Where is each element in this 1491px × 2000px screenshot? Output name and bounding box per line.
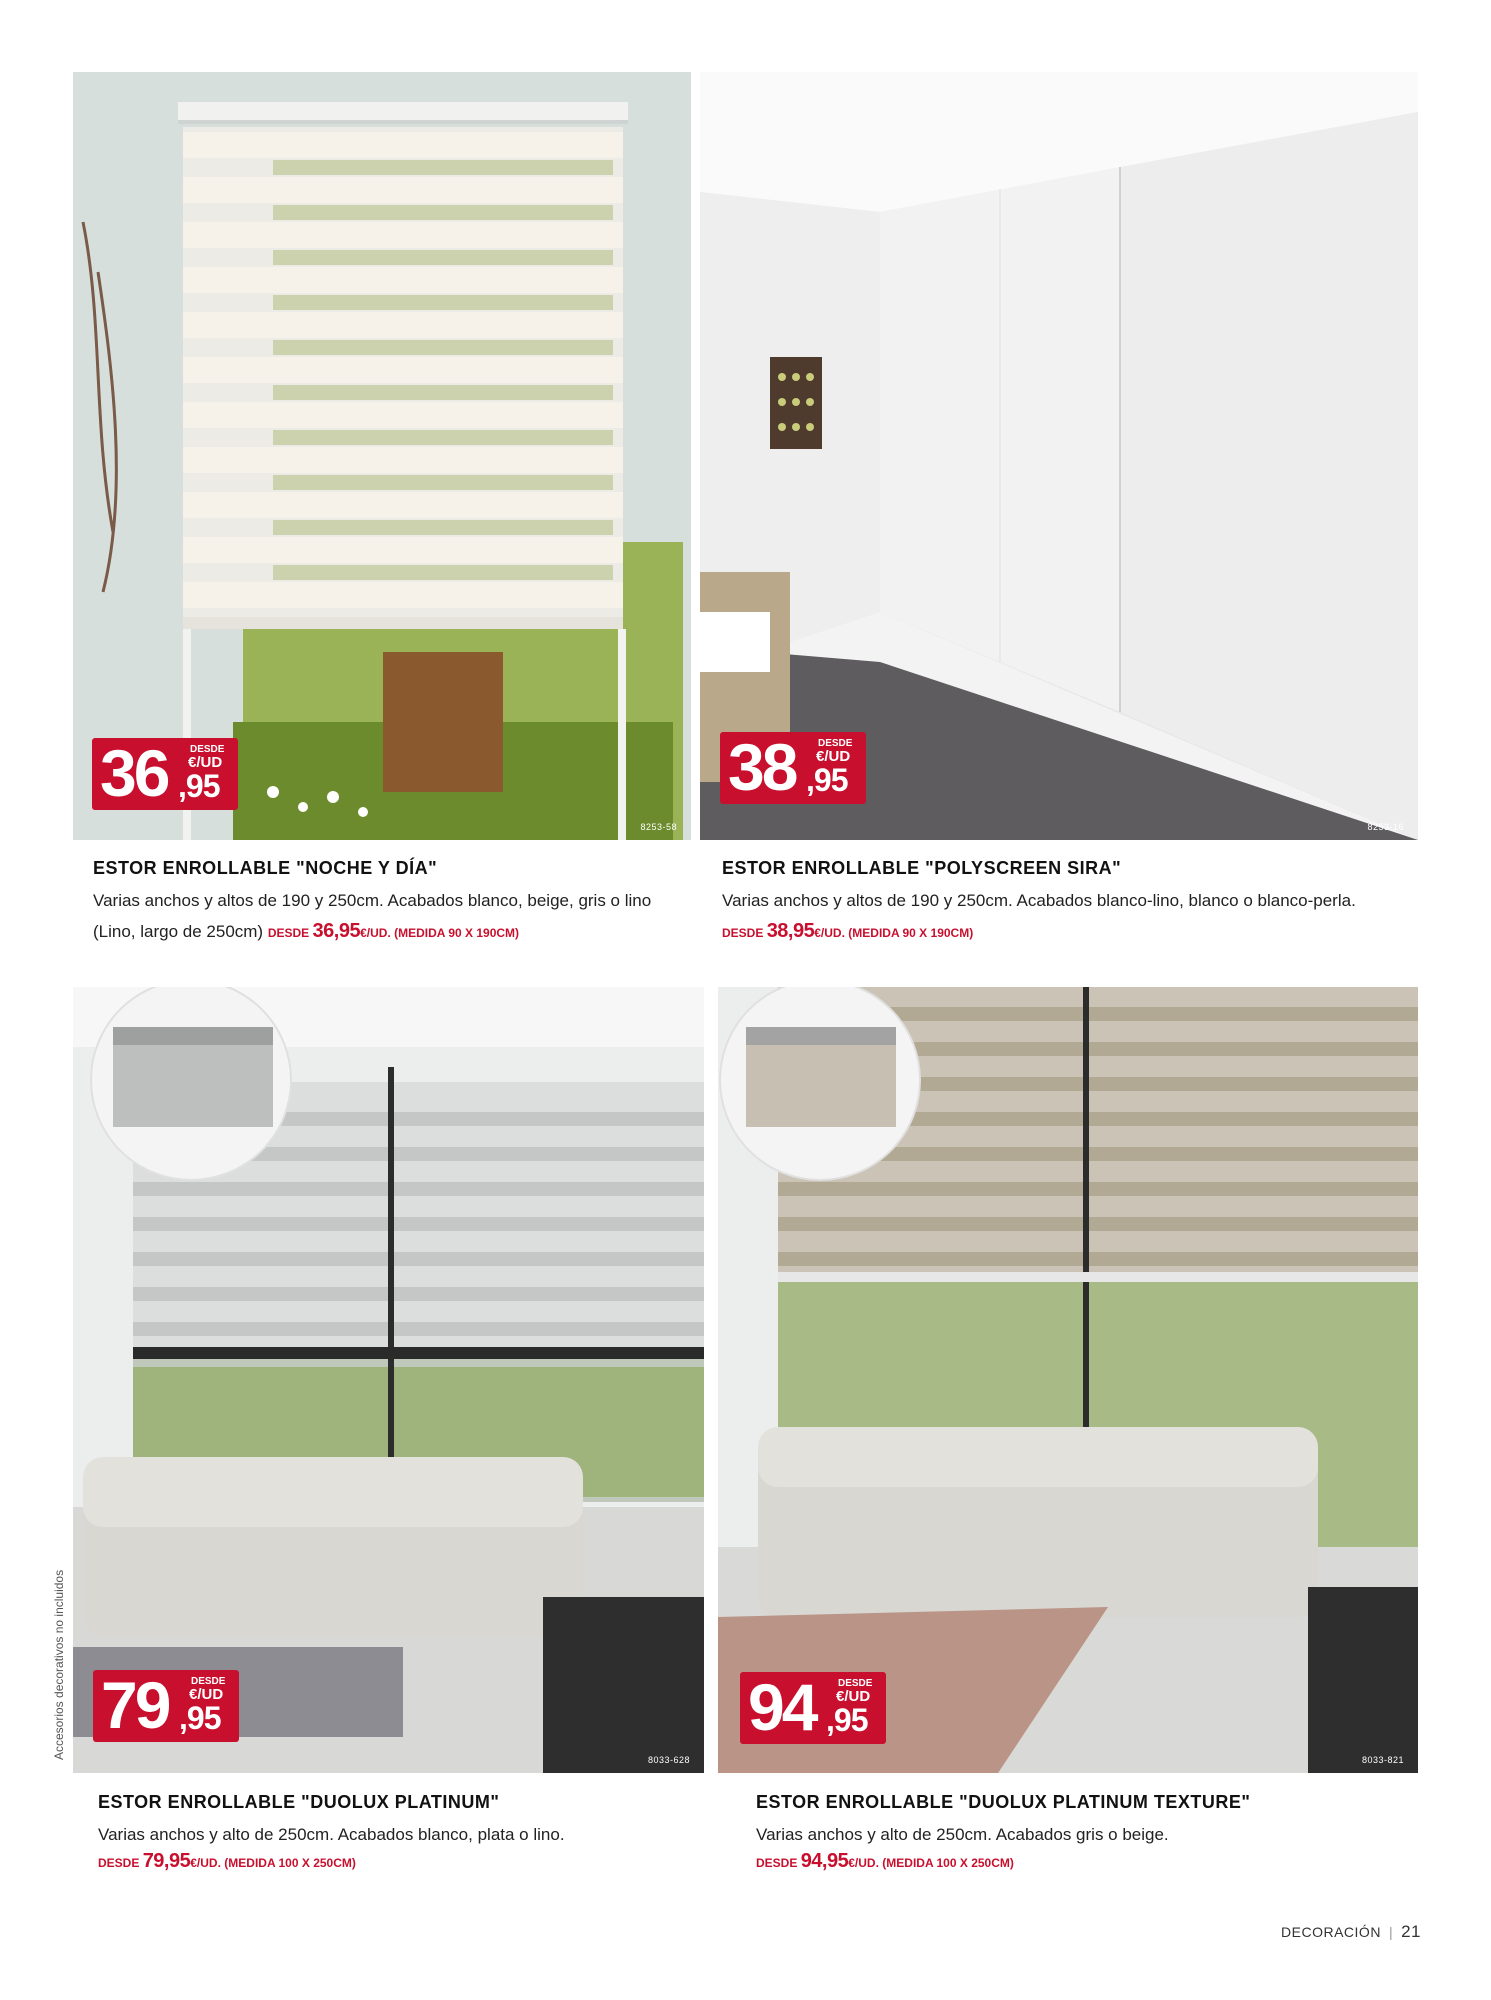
price-tag-unit: €/UD: [816, 748, 851, 765]
price-medida: (MEDIDA 90 X 190CM): [848, 926, 974, 940]
product-ref-code: 8033-821: [1361, 1755, 1404, 1765]
product-photo-noche-y-dia: [73, 72, 691, 840]
price-tag: [93, 1670, 239, 1742]
price-unit: €/UD.: [360, 926, 391, 940]
price-unit: €/UD.: [848, 1856, 879, 1870]
price-tag-integer: 36: [100, 736, 168, 810]
product-ref-code: 8253-16: [1367, 822, 1404, 832]
price-value: 38,95: [766, 920, 815, 942]
living-room-illustration: [73, 987, 704, 1773]
price-desde: DESDE: [267, 926, 310, 940]
price-tag: [720, 732, 866, 804]
page-number: 21: [1401, 1922, 1421, 1941]
price-unit: €/UD.: [190, 1856, 221, 1870]
footer-section: DECORACIÓN: [1281, 1924, 1381, 1940]
price-tag-desde: DESDE: [190, 744, 225, 755]
price-tag-desde: DESDE: [191, 1676, 226, 1687]
page-footer: [1281, 1922, 1421, 1942]
price-tag-integer: 94: [748, 1670, 816, 1744]
product-photo-duolux-platinum-texture: [718, 987, 1418, 1773]
price-desde: DESDE: [98, 1856, 140, 1870]
product-info: [722, 858, 1382, 949]
product-photo-polyscreen-sira: [700, 72, 1418, 840]
price-tag-integer: 79: [101, 1668, 169, 1742]
price-tag: [740, 1672, 886, 1744]
price-tag-desde: DESDE: [838, 1678, 873, 1689]
price-tag: [92, 738, 238, 810]
price-tag-unit: €/UD: [188, 754, 223, 771]
room-illustration: [700, 72, 1418, 840]
footer-separator: |: [1388, 1924, 1394, 1940]
product-info: [756, 1792, 1406, 1873]
product-title: ESTOR ENROLLABLE "DUOLUX PLATINUM TEXTURE": [756, 1792, 1251, 1812]
product-description: [93, 885, 693, 949]
price-tag-integer: 38: [728, 730, 796, 804]
price-tag-unit: €/UD: [836, 1688, 871, 1705]
product-title: ESTOR ENROLLABLE "POLYSCREEN SIRA": [722, 858, 1122, 878]
product-desc-text: Varias anchos y alto de 250cm. Acabados blanco, plata o lino.: [98, 1825, 565, 1844]
price-desde: DESDE: [722, 926, 764, 940]
price-tag-decimal: ,95: [179, 1700, 221, 1736]
product-price-line: [98, 1850, 708, 1873]
price-desde: DESDE: [756, 1856, 798, 1870]
price-tag-decimal: ,95: [178, 768, 220, 804]
product-title: ESTOR ENROLLABLE "DUOLUX PLATINUM": [98, 1792, 500, 1812]
product-price-line: [756, 1850, 1406, 1873]
product-desc-text: Varias anchos y alto de 250cm. Acabados gris o beige.: [756, 1825, 1169, 1844]
price-medida: (MEDIDA 100 X 250CM): [882, 1856, 1014, 1870]
price-value: 79,95: [142, 1850, 191, 1872]
price-tag-unit: €/UD: [189, 1686, 224, 1703]
product-ref-code: 8033-628: [647, 1755, 690, 1765]
product-price-line: [267, 920, 520, 942]
product-price-line: [722, 920, 974, 942]
side-note: Accesorios decorativos no incluidos: [52, 1569, 66, 1760]
blind-illustration: [73, 72, 691, 840]
product-photo-duolux-platinum: [73, 987, 704, 1773]
price-unit: €/UD.: [814, 926, 845, 940]
price-value: 36,95: [312, 920, 361, 942]
product-desc-text: Varias anchos y altos de 190 y 250cm. Acabados blanco, beige, gris o lino (Lino, largo de 250cm): [93, 891, 652, 941]
product-info: [98, 1792, 708, 1873]
price-tag-decimal: ,95: [806, 762, 848, 798]
product-ref-code: 8253-58: [640, 822, 677, 832]
product-info: [93, 858, 693, 949]
product-desc-text: Varias anchos y altos de 190 y 250cm. Acabados blanco-lino, blanco o blanco-perla.: [722, 891, 1356, 910]
price-tag-desde: DESDE: [818, 738, 853, 749]
price-value: 94,95: [800, 1850, 849, 1872]
price-tag-decimal: ,95: [826, 1702, 868, 1738]
living-room-illustration: [718, 987, 1418, 1773]
price-medida: (MEDIDA 90 X 190CM): [394, 926, 520, 940]
product-title: ESTOR ENROLLABLE "NOCHE Y DÍA": [93, 858, 438, 878]
price-medida: (MEDIDA 100 X 250CM): [224, 1856, 356, 1870]
product-description: [722, 885, 1382, 949]
